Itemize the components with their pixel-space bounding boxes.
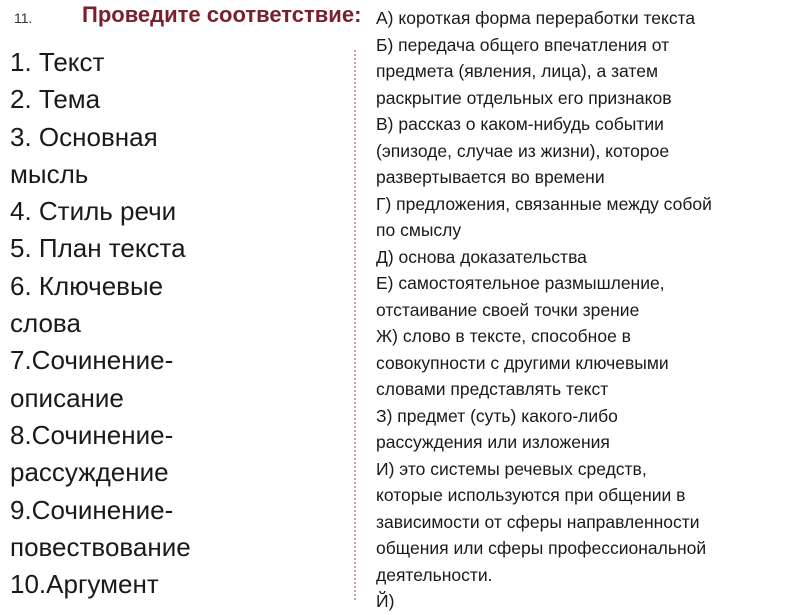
term-line: 5. План текста [10,233,186,264]
term-line: мысль [10,158,89,189]
definition-line: совокупности с другими ключевыми [376,352,669,373]
definition-line: В) рассказ о каком-нибудь событии [376,114,664,134]
term-line: 7.Сочинение- [10,345,174,376]
term-line: описание [10,382,124,413]
definition-line: по смыслу [376,220,462,240]
term-line: рассуждение [10,457,169,488]
definition-line: предмета (явления, лица), а затем [376,61,658,81]
definition-line: словами представлять текст [376,379,609,399]
term-line: повествование [10,531,191,562]
terms-list [10,44,260,603]
column-divider [354,50,356,600]
definition-line: З) предмет (суть) какого-либо [376,405,618,426]
definition-line: Б) передача общего впечатления от [376,34,670,55]
definitions-list [376,5,800,615]
definition-line: А) короткая форма переработки текста [376,8,696,28]
term-line: 8.Сочинение- [10,419,174,450]
definition-line: (эпизоде, случае из жизни), которое [376,140,670,161]
definition-line: отстаивание своей точки зрение [376,299,640,320]
definition-line: развертывается во времени [376,167,605,187]
term-line: 1. Текст [10,47,105,77]
definition-line: Г) предложения, связанные между собой [376,193,712,214]
definition-line: рассуждения или изложения [376,432,610,452]
definition-line: зависимости от сферы направленности [376,511,700,532]
definition-line: раскрытие отдельных его признаков [376,87,672,108]
term-line: 4. Стиль речи [10,196,177,227]
definition-line: Й) [376,591,395,611]
term-line: 9.Сочинение- [10,494,174,525]
term-line: слова [10,308,81,339]
definition-line: общения или сферы профессиональной [376,538,707,558]
term-line: 6. Ключевые [10,270,164,301]
definition-line: деятельности. [376,564,493,585]
definition-line: которые используются при общении в [376,485,686,505]
definition-line: Е) самостоятельное размышление, [376,273,665,293]
definition-line: Ж) слово в тексте, способное в [376,326,631,346]
definition-line: Д) основа доказательства [376,246,587,267]
task-number: 11. [14,10,33,26]
term-line: 2. Тема [10,84,101,115]
term-line: 10.Аргумент [10,569,159,600]
term-line: 3. Основная [10,121,158,152]
definition-line: И) это системы речевых средств, [376,458,647,479]
task-title: Проведите соответствие: [82,2,362,27]
